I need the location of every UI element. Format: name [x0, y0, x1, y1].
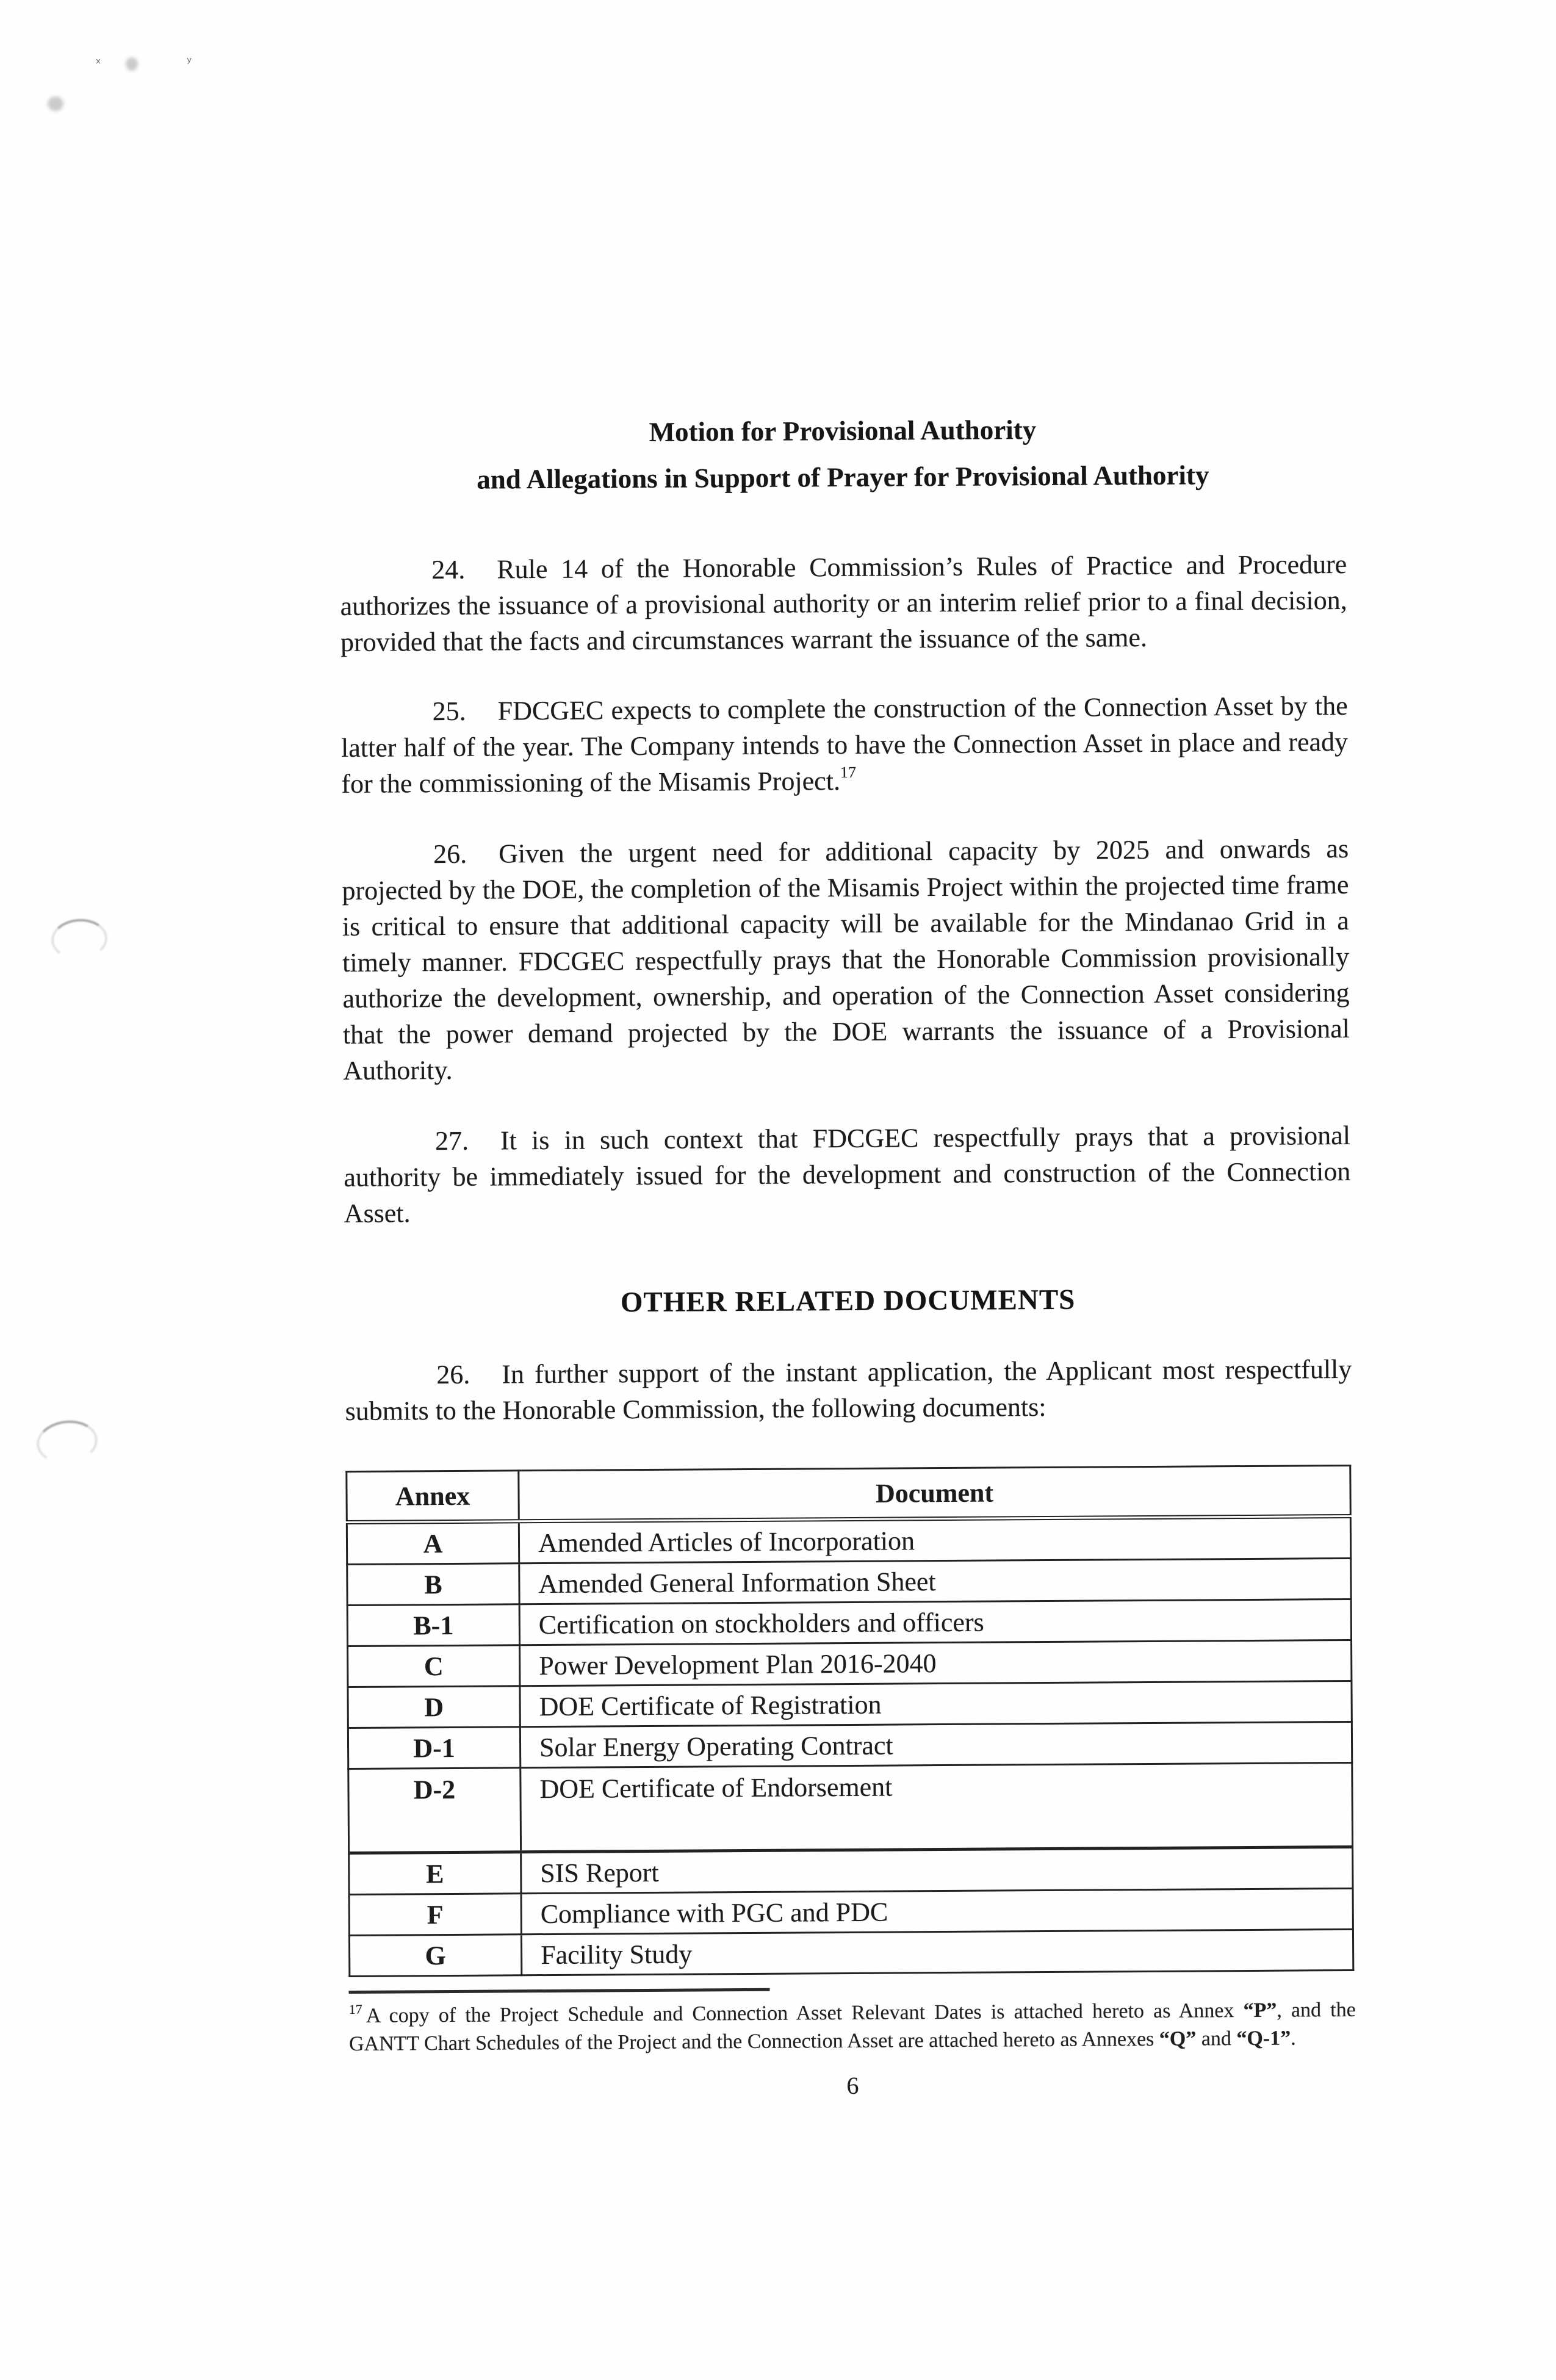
table-row: [348, 1640, 1352, 1687]
annex-cell: B: [347, 1563, 519, 1606]
annex-documents-table: [345, 1465, 1354, 1977]
paragraph-number: 26.: [433, 838, 467, 870]
paragraph-24: [340, 546, 1347, 660]
paragraph-26: [342, 831, 1350, 1089]
pencil-arc-mark: [34, 1417, 100, 1467]
footnote-reference-superscript: 17: [840, 763, 856, 782]
table-row: [347, 1516, 1350, 1564]
pencil-tick-mark: ˣ: [95, 56, 101, 71]
pencil-smudge: [126, 57, 138, 71]
page-number: 6: [846, 2071, 859, 2100]
annex-cell: D: [348, 1686, 520, 1728]
table-row: [348, 1762, 1353, 1853]
annex-cell: D-2: [348, 1768, 521, 1853]
title-line-1: Motion for Provisional Authority: [649, 414, 1037, 447]
table-row: [348, 1722, 1352, 1769]
footnote: [349, 1996, 1356, 2058]
table-row: [349, 1888, 1353, 1935]
paragraph-number: 24.: [431, 554, 466, 585]
annex-cell: D-1: [348, 1727, 520, 1769]
document-cell: Solar Energy Operating Contract: [520, 1722, 1352, 1767]
annex-cell: E: [349, 1852, 521, 1895]
footnote-text-segment: “P”: [1243, 1999, 1277, 2022]
document-cell: DOE Certificate of Endorsement: [520, 1762, 1353, 1852]
document-cell: Power Development Plan 2016-2040: [520, 1640, 1352, 1686]
footnote-text-segment: , and the GANTT Chart Schedules of the Project and the Connection Asset are attached hereto as Annexes: [348, 1998, 1356, 2056]
document-cell: SIS Report: [521, 1847, 1353, 1893]
paragraph-text: FDCGEC expects to complete the construction of the Connection Asset by the latter half of the year. The Company intends to have the Connection Asset in place and ready for the commissioning of the Misamis Project.: [340, 690, 1349, 799]
document-title: [339, 405, 1347, 503]
annex-cell: B-1: [347, 1604, 519, 1646]
document-cell: Compliance with PGC and PDC: [521, 1888, 1353, 1934]
paragraph-25: [341, 688, 1349, 802]
paragraph-text: In further support of the instant application, the Applicant most respectfully submits to the Honorable Commission, the following documents:: [345, 1354, 1352, 1427]
document-column-header: Document: [519, 1465, 1350, 1521]
footnote-separator: [349, 1988, 770, 1994]
paragraph-27: [344, 1117, 1351, 1231]
paragraph-text: Given the urgent need for additional capacity by 2025 and onwards as projected by the DOE, the completion of the Misamis Project within the projected time frame is critical to ensure that additional capacity will be available for the Mindanao Grid in a timely manner. FDCGEC respectfully prays that the Honorable Commission provisionally authorize the development, ownership, and operation of the Connection Asset considering that the power demand projected by the DOE warrants the issuance of a Provisional Authority.: [342, 833, 1350, 1086]
annex-cell: C: [348, 1645, 520, 1687]
footnote-marker: 17: [348, 2001, 362, 2018]
annex-cell: F: [349, 1894, 521, 1936]
annex-cell: A: [347, 1521, 519, 1565]
footnote-text-segment: “Q-1”: [1236, 2027, 1291, 2050]
document-cell: Amended General Information Sheet: [519, 1558, 1351, 1604]
paragraph-26-other-documents: [345, 1351, 1352, 1429]
pencil-tick-mark: ʸ: [187, 55, 192, 70]
paragraph-text: It is in such context that FDCGEC respectfully prays that a provisional authority be immediately issued for the development and construction of the Connection Asset.: [344, 1120, 1351, 1229]
title-line-2: and Allegations in Support of Prayer for Provisional Authority: [477, 460, 1209, 495]
footnote-text-segment: .: [1291, 2027, 1296, 2050]
table-row: [349, 1847, 1353, 1894]
table-row: [348, 1681, 1352, 1728]
document-cell: DOE Certificate of Registration: [520, 1681, 1352, 1726]
document-cell: Certification on stockholders and officers: [519, 1599, 1351, 1645]
annex-column-header: Annex: [347, 1471, 519, 1523]
footnote-text-segment: and: [1196, 2027, 1237, 2050]
annex-cell: G: [349, 1935, 521, 1977]
table-row: [347, 1599, 1351, 1646]
table-row: [347, 1558, 1351, 1605]
table-row: [349, 1929, 1353, 1976]
document-content: [337, 0, 1356, 2103]
footnote-text-segment: A copy of the Project Schedule and Connection Asset Relevant Dates is attached hereto as Annex: [366, 1999, 1244, 2027]
document-cell: Facility Study: [521, 1929, 1353, 1975]
footnote-text-segment: “Q”: [1159, 2027, 1197, 2050]
document-cell: Amended Articles of Incorporation: [519, 1516, 1350, 1563]
paragraph-number: 26.: [436, 1359, 470, 1390]
paragraph-text: Rule 14 of the Honorable Commission’s Rules of Practice and Procedure authorizes the issuance of a provisional authority or an interim relief prior to a final decision, provided that the facts and circumstances warrant the issuance of the same.: [340, 549, 1347, 658]
paragraph-number: 25.: [432, 696, 466, 727]
section-heading: OTHER RELATED DOCUMENTS: [620, 1283, 1076, 1319]
paragraph-number: 27.: [434, 1125, 469, 1156]
table-header-row: [347, 1465, 1350, 1522]
pencil-arc-mark: [50, 917, 109, 961]
pencil-smudge: [48, 96, 63, 111]
